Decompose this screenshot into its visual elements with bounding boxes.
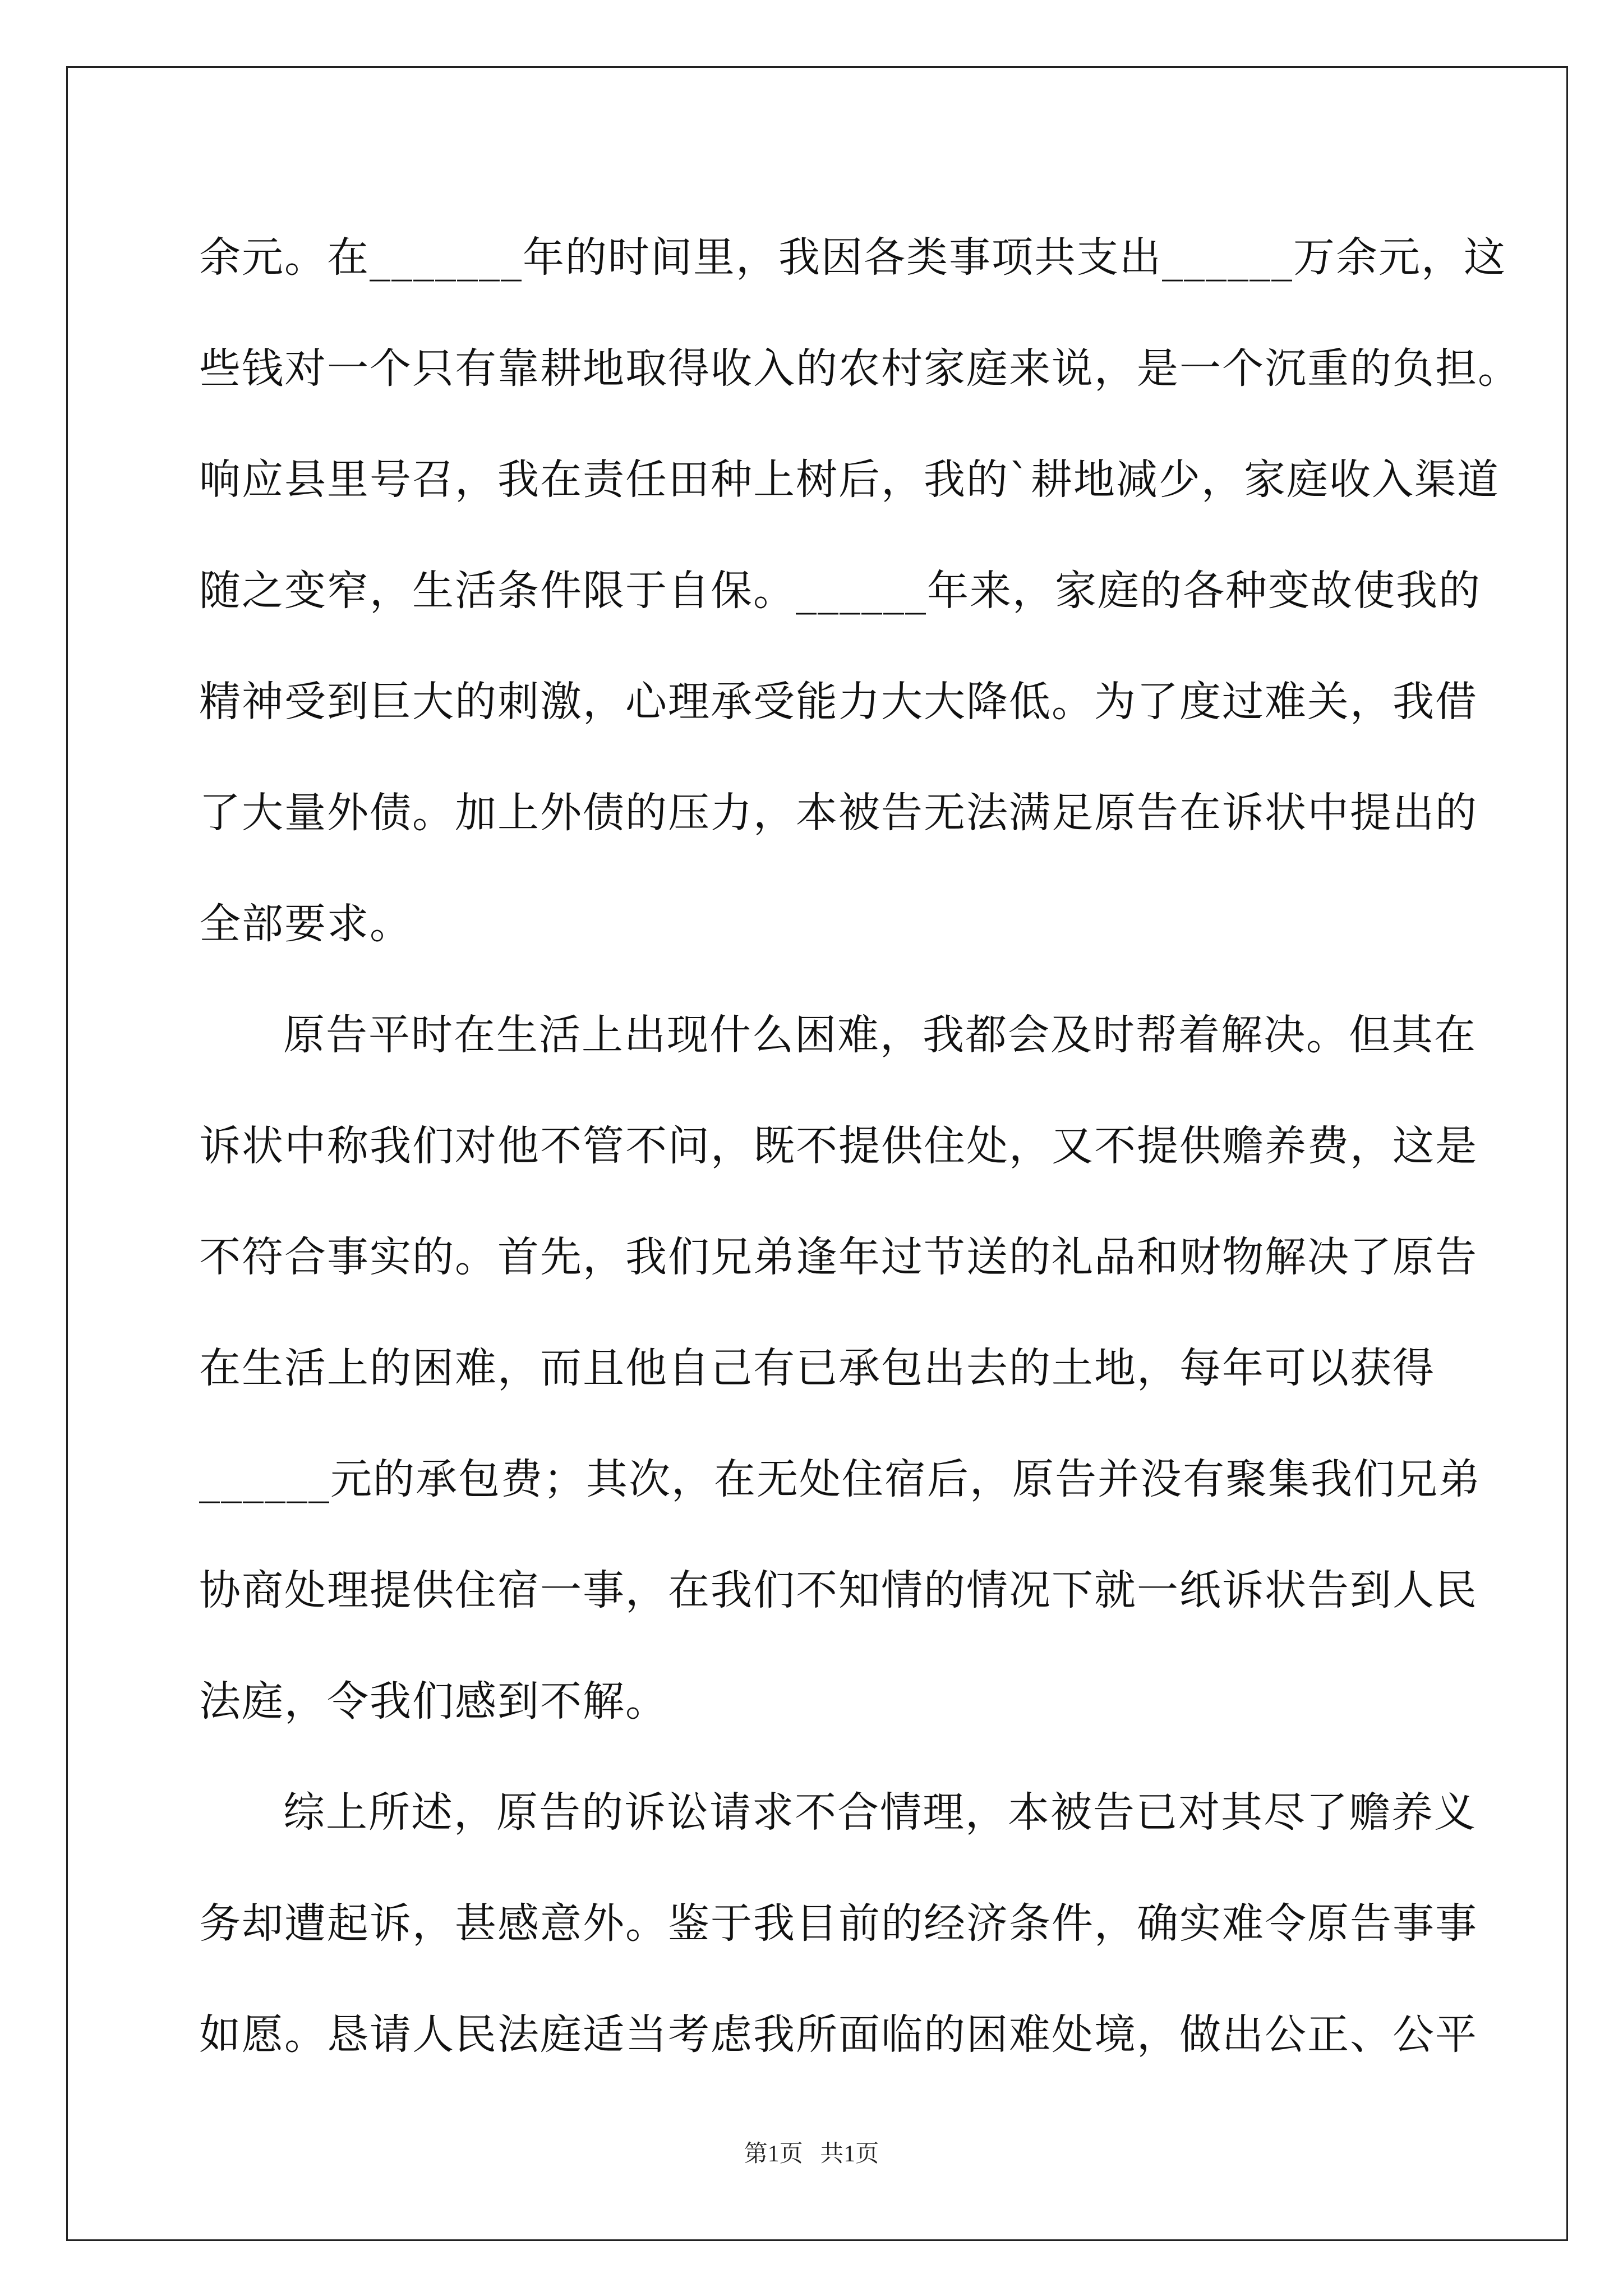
text-line: 诉状中称我们对他不管不问，既不提供住处，又不提供赡养费，这是 <box>199 1122 1478 1170</box>
paragraph-start-line: 综上所述，原告的诉讼请求不合情理，本被告已对其尽了赡养义 <box>283 1788 1477 1837</box>
paragraph-start-line: 原告平时在生活上出现什么困难，我都会及时帮着解决。但其在 <box>283 1011 1477 1059</box>
text-line: 余元。在_______年的时间里，我因各类事项共支出______万余元，这 <box>199 233 1506 282</box>
text-line: 些钱对一个只有靠耕地取得收入的农村家庭来说，是一个沉重的负担。 <box>199 344 1520 393</box>
text-line: 响应县里号召，我在责任田种上树后，我的`耕地减少，家庭收入渠道 <box>199 455 1500 504</box>
text-line: ______元的承包费；其次，在无处住宿后，原告并没有聚集我们兄弟 <box>199 1455 1481 1503</box>
text-line: 协商处理提供住宿一事，在我们不知情的情况下就一纸诉状告到人民 <box>199 1566 1478 1614</box>
text-line: 务却遭起诉，甚感意外。鉴于我目前的经济条件，确实难令原告事事 <box>199 1899 1478 1948</box>
text-line: 法庭，令我们感到不解。 <box>199 1677 668 1726</box>
text-line: 如愿。恳请人民法庭适当考虑我所面临的困难处境，做出公正、公平 <box>199 2010 1478 2059</box>
page-footer: 第1页 共1页 <box>744 2141 879 2167</box>
document-body <box>199 202 1520 2090</box>
text-line: 了大量外债。加上外债的压力，本被告无法满足原告在诉状中提出的 <box>199 789 1478 837</box>
text-line: 精神受到巨大的刺激，心理承受能力大大降低。为了度过难关，我借 <box>199 678 1478 726</box>
text-line: 随之变窄，生活条件限于自保。______年来，家庭的各种变故使我的 <box>199 567 1481 615</box>
text-line: 不符合事实的。首先，我们兄弟逢年过节送的礼品和财物解决了原告 <box>199 1233 1478 1281</box>
text-line: 在生活上的困难，而且他自己有已承包出去的土地，每年可以获得 <box>199 1344 1435 1392</box>
text-line: 全部要求。 <box>199 900 412 948</box>
